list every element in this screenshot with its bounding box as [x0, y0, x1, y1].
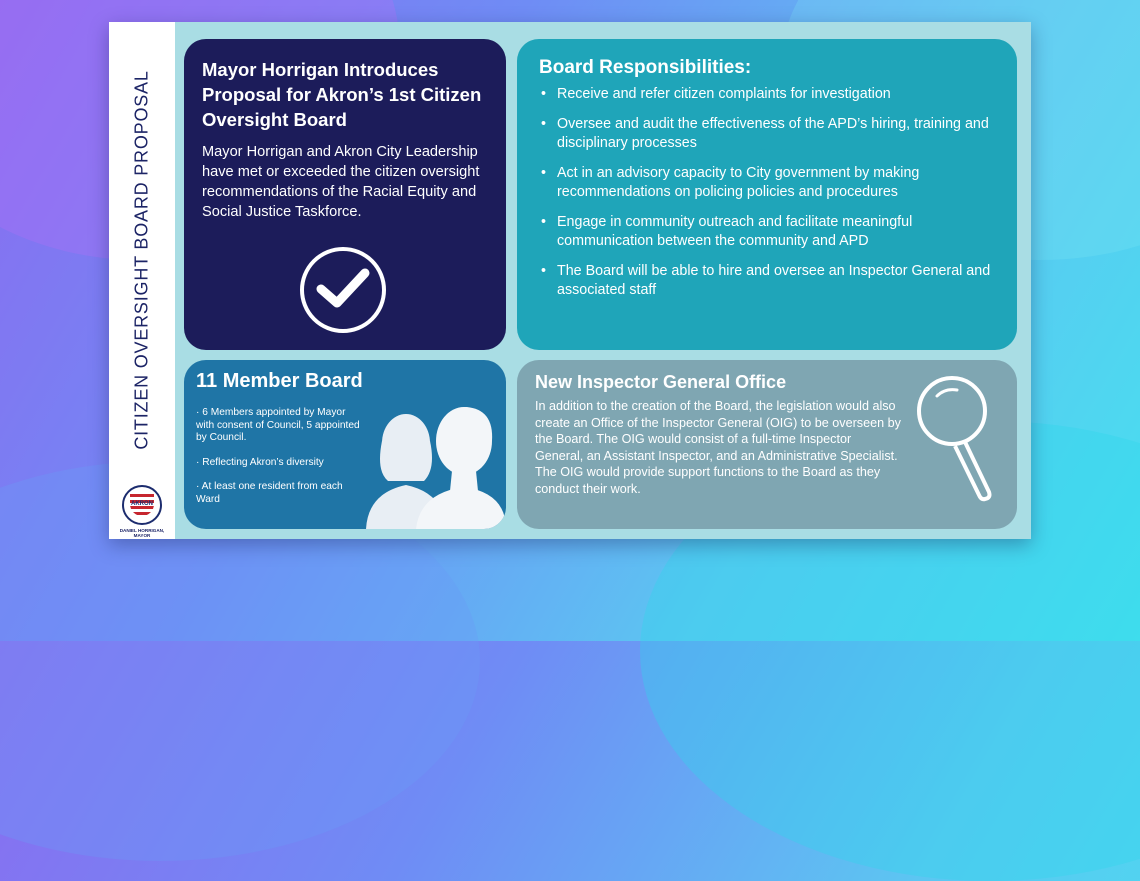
- list-item: • Oversee and audit the effectiveness of the APD’s hiring, training and disciplinary processes: [541, 116, 989, 151]
- inspector-heading: New Inspector General Office: [535, 372, 787, 392]
- mayor-line: DANIEL HORRIGAN, MAYOR: [119, 528, 165, 538]
- sidebar-title: CITIZEN OVERSIGHT BOARD PROPOSAL: [131, 70, 152, 450]
- member-bullets: [196, 407, 366, 506]
- list-item: • Receive and refer citizen complaints for investigation: [541, 86, 891, 102]
- checkmark-circle-icon: [300, 247, 386, 333]
- magnifying-glass-icon: [915, 374, 995, 504]
- slide: [109, 22, 1031, 539]
- people-silhouette-icon: [366, 401, 506, 529]
- list-item: • The Board will be able to hire and oversee an Inspector General and associated staff: [541, 263, 991, 298]
- sidebar: [109, 22, 175, 539]
- responsibilities-card: [517, 39, 1017, 350]
- responsibilities-heading: Board Responsibilities:: [539, 57, 752, 78]
- list-item: · At least one resident from each Ward: [196, 481, 343, 505]
- member-heading: 11 Member Board: [196, 370, 363, 392]
- bullet-icon: •: [541, 263, 547, 279]
- bullet-icon: •: [541, 165, 547, 181]
- bullet-icon: •: [541, 86, 547, 102]
- inspector-body: In addition to the creation of the Board, the legislation would also create an Office of the Inspector General (OIG) to be overseen by the Board. The OIG would consist of a full-time Inspector General, an Assistant Inspector, and an Administrative Specialist. The OIG would provide support functions to the Board as they conduct their work.: [535, 399, 901, 496]
- list-item: • Engage in community outreach and facilitate meaningful communication between the community and APD: [541, 214, 913, 249]
- city-seal-icon: [122, 485, 162, 525]
- seal-text: AKRON: [131, 501, 153, 507]
- intro-body: Mayor Horrigan and Akron City Leadership have met or exceeded the citizen oversight recommendations of the Racial Equity and Social Justice Taskforce.: [202, 144, 480, 220]
- list-item: · 6 Members appointed by Mayor with consent of Council, 5 appointed by Council.: [196, 407, 360, 443]
- inspector-card: [517, 360, 1017, 529]
- bullet-icon: •: [541, 116, 547, 132]
- responsibilities-list: [539, 85, 995, 300]
- list-item: • Act in an advisory capacity to City government by making recommendations on policing policies and procedures: [541, 165, 920, 200]
- bullet-icon: •: [541, 214, 547, 230]
- member-card: [184, 360, 506, 529]
- list-item: · Reflecting Akron’s diversity: [196, 456, 324, 468]
- intro-card: [184, 39, 506, 350]
- intro-heading: Mayor Horrigan Introduces Proposal for Akron’s 1st Citizen Oversight Board: [202, 59, 482, 130]
